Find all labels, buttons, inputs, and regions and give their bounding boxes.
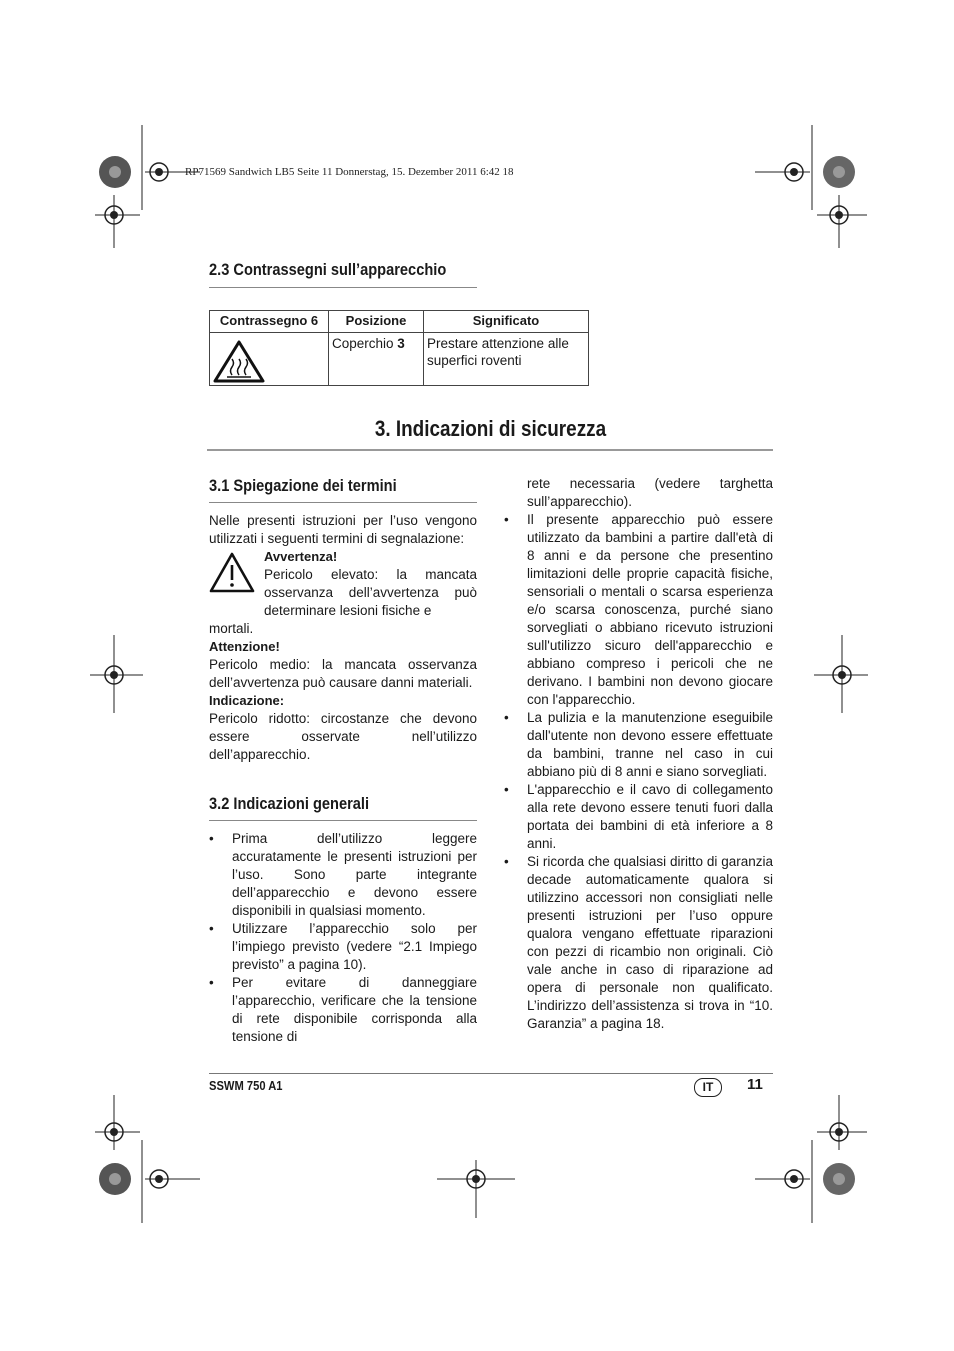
table-header: Posizione bbox=[329, 311, 424, 333]
hot-surface-icon bbox=[210, 337, 268, 385]
section-heading-2-3: 2.3 Contrassegni sull’apparecchio bbox=[209, 260, 447, 279]
terms-intro: Nelle presenti istruzioni per l’uso vengono utilizzati i seguenti termini di segnalazione: bbox=[209, 513, 477, 546]
crop-mark-top-right bbox=[755, 120, 870, 250]
left-column-terms bbox=[209, 512, 477, 764]
warning-icon-wrap bbox=[209, 548, 264, 620]
page-title bbox=[207, 416, 773, 442]
warning-description-end: mortali. bbox=[209, 621, 254, 636]
crop-mark-bottom-left bbox=[95, 1095, 205, 1225]
warning-block bbox=[209, 548, 477, 620]
section-heading-3-2: 3.2 Indicazioni generali bbox=[209, 794, 370, 813]
markings-table bbox=[209, 310, 589, 386]
list-item: • Per evitare di danneggiare l’apparecchio, verificare che la tensione di rete disponibile corrisponda alla tensione di bbox=[209, 974, 477, 1046]
section-heading-3-1: 3.1 Spiegazione dei termini bbox=[209, 476, 397, 495]
page-number: 11 bbox=[747, 1076, 763, 1093]
crop-mark-top-left bbox=[95, 120, 205, 250]
position-number: 3 bbox=[397, 336, 405, 351]
right-column-general bbox=[504, 475, 773, 1033]
table-cell-position bbox=[329, 333, 424, 386]
warning-description: Pericolo elevato: la mancata osservanza dell’avvertenza può determinare lesioni fisiche e bbox=[264, 567, 477, 618]
table-cell-meaning: Prestare attenzione alle superfici roventi bbox=[424, 333, 589, 386]
crop-mark-bottom-right bbox=[755, 1095, 870, 1225]
warning-triangle-icon bbox=[209, 551, 255, 593]
language-badge: IT bbox=[694, 1078, 722, 1097]
footer-model: SSWM 750 A1 bbox=[209, 1078, 283, 1093]
crop-mark-mid-left bbox=[85, 635, 145, 715]
attention-label: Attenzione! bbox=[209, 639, 280, 654]
table-header: Contrassegno 6 bbox=[210, 311, 329, 333]
table-cell-symbol bbox=[210, 333, 329, 386]
list-item: • Il presente apparecchio può essere utilizzato da bambini a partire dall'età di 8 anni e da persone che presentino limitazioni delle proprie capacità fisiche, sensoriali o mentali o scarsa esperienza e/o scarsa conoscenza, purché siano sorvegliati o abbiano ricevuto istruzioni sull'utilizzo sicuro dell'apparecchio e abbiano compreso i pericoli che ne derivano. I bambini non devono giocare con l'apparecchio. bbox=[504, 511, 773, 709]
section-rule bbox=[209, 820, 477, 821]
list-item-continuation: rete necessaria (vedere targhetta sull’apparecchio). bbox=[527, 476, 773, 509]
table-header: Significato bbox=[424, 311, 589, 333]
list-item: • Prima dell’utilizzo leggere accuratamente le presenti istruzioni per l’uso. Sono parte integrante dell’apparecchio e devono essere disponibili in qualsiasi momento. bbox=[209, 830, 477, 920]
attention-description: Pericolo medio: la mancata osservanza dell’avvertenza può causare danni materiali. bbox=[209, 657, 477, 690]
list-item: • La pulizia e la manutenzione eseguibile dall'utente non devono essere effettuate da bambini, tranne nel caso in cui abbiano più di 8 anni e siano sorvegliati. bbox=[504, 709, 773, 781]
page-title-text: 3. Indicazioni di sicurezza bbox=[374, 416, 606, 441]
general-list-left bbox=[209, 830, 477, 1046]
general-list-right bbox=[504, 511, 773, 1033]
position-text: Coperchio bbox=[332, 336, 398, 351]
left-column-general bbox=[209, 830, 477, 1046]
footer-rule bbox=[209, 1073, 773, 1074]
print-header: RP71569 Sandwich LB5 Seite 11 Donnerstag, 15. Dezember 2011 6:42 18 bbox=[185, 166, 514, 178]
crop-mark-bottom-center bbox=[437, 1160, 517, 1220]
note-label: Indicazione: bbox=[209, 693, 285, 708]
table-header-row bbox=[210, 311, 589, 333]
warning-label: Avvertenza! bbox=[264, 549, 338, 564]
list-item: • Utilizzare l’apparecchio solo per l’impiego previsto (vedere “2.1 Impiego previsto” a pagina 10). bbox=[209, 920, 477, 974]
warning-text bbox=[264, 548, 477, 620]
section-rule bbox=[209, 287, 477, 288]
table-row bbox=[210, 333, 589, 386]
title-rule bbox=[207, 449, 773, 451]
note-description: Pericolo ridotto: circostanze che devono essere osservate nell’utilizzo dell’apparecchio. bbox=[209, 711, 477, 762]
crop-mark-mid-right bbox=[812, 635, 872, 715]
list-item: • L'apparecchio e il cavo di collegamento alla rete devono essere tenuti fuori dalla portata dei bambini di età inferiore a 8 anni. bbox=[504, 781, 773, 853]
section-rule bbox=[209, 502, 477, 503]
list-item: • Si ricorda che qualsiasi diritto di garanzia decade automaticamente qualora si utilizzino accessori non consigliati nelle presenti istruzioni per l’uso oppure qualora vengano effettuate riparazioni con pezzi di ricambio non originali. Ciò vale anche in caso di riparazione ad opera di personale non qualificato. L’indirizzo dell’assistenza si trova in “10. Garanzia” a pagina 18. bbox=[504, 853, 773, 1033]
